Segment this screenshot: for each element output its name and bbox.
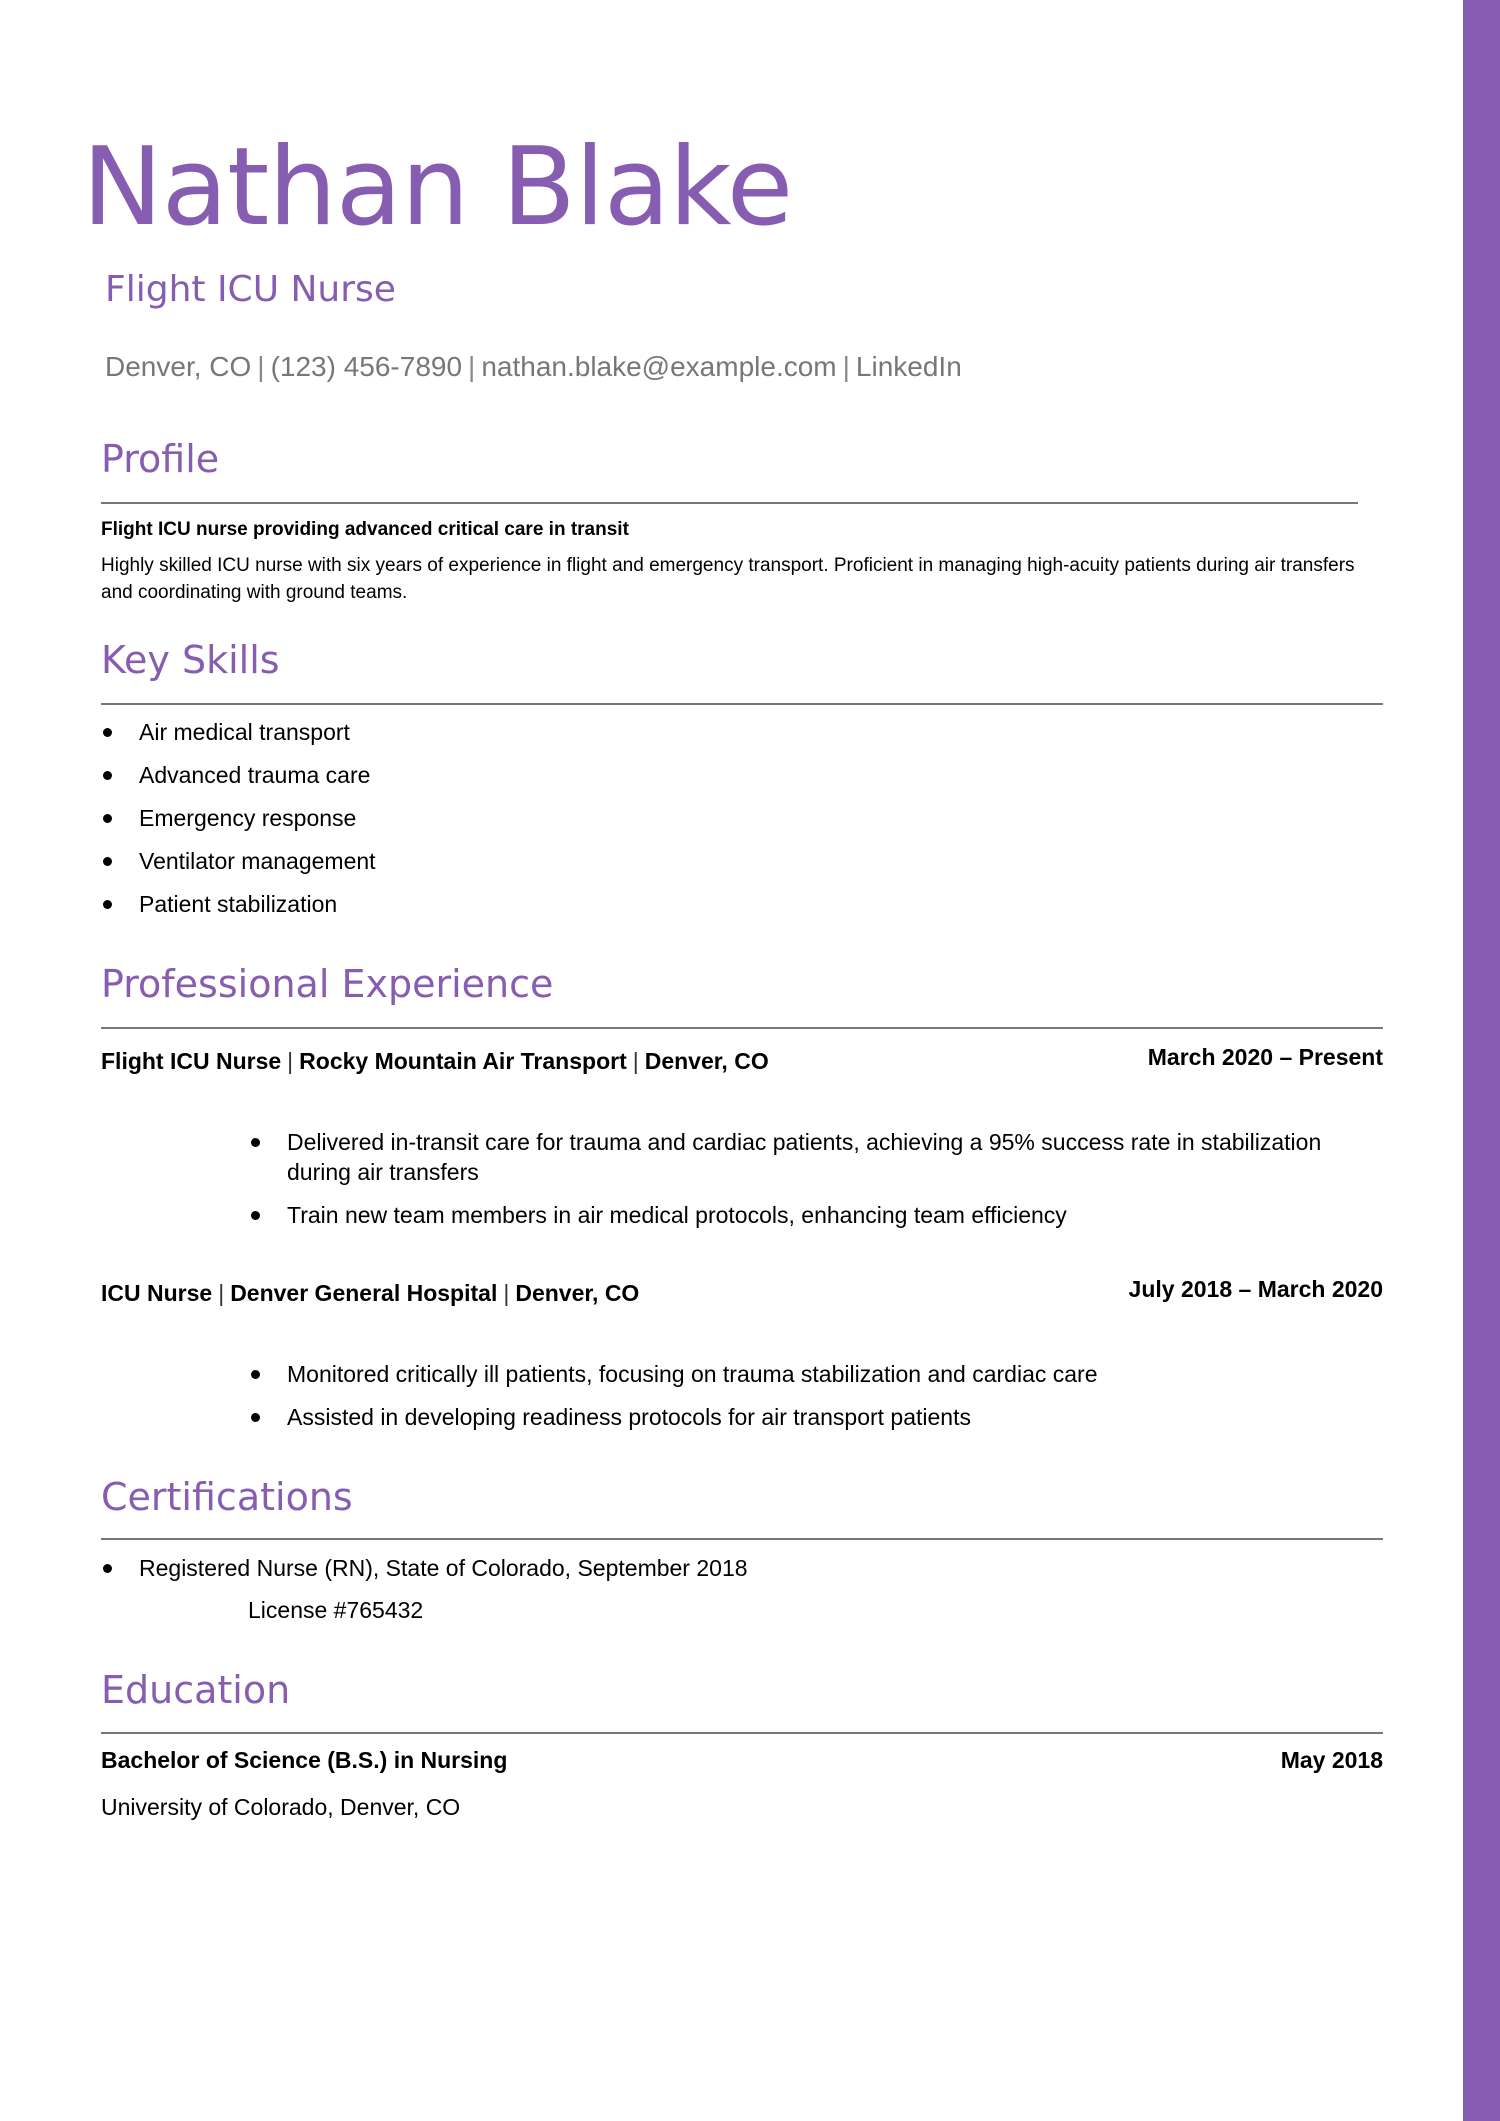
list-item: [101, 1553, 748, 1583]
contact-location: Denver, CO: [105, 351, 252, 382]
list-item: [249, 1200, 1369, 1230]
section-heading-skills: Key Skills: [101, 638, 280, 682]
job-separator: |: [503, 1280, 510, 1306]
skill-text: Advanced trauma care: [139, 762, 371, 788]
job-separator: |: [218, 1280, 225, 1306]
candidate-title: Flight ICU Nurse: [105, 269, 396, 310]
bullet-icon: [251, 1413, 260, 1422]
bullet-text: Train new team members in air medical protocols, enhancing team efficiency: [287, 1202, 1067, 1228]
job-separator: |: [287, 1048, 294, 1074]
section-divider: [101, 1732, 1383, 1734]
bullet-icon: [251, 1370, 260, 1379]
bullet-icon: [103, 900, 112, 909]
list-item: [101, 760, 376, 790]
job-dates: March 2020 – Present: [1147, 1044, 1383, 1070]
education-date: May 2018: [1280, 1747, 1383, 1773]
job-employer: Denver General Hospital: [230, 1280, 498, 1306]
bullet-icon: [103, 857, 112, 866]
contact-linkedin-link[interactable]: LinkedIn: [855, 351, 962, 382]
job-separator: |: [632, 1048, 639, 1074]
certifications-list: [101, 1553, 748, 1583]
skill-text: Ventilator management: [139, 848, 376, 874]
skills-list: [101, 717, 376, 919]
job-role: Flight ICU Nurse: [101, 1048, 282, 1074]
list-item: [249, 1359, 1369, 1389]
section-divider: [101, 502, 1358, 504]
section-divider: [101, 1538, 1383, 1540]
section-divider: [101, 1027, 1383, 1029]
skill-text: Patient stabilization: [139, 891, 338, 917]
job-location: Denver, CO: [515, 1280, 640, 1306]
list-item: [249, 1127, 1369, 1187]
job-bullets: [249, 1127, 1369, 1230]
bullet-icon: [103, 814, 112, 823]
certification-license: License #765432: [248, 1597, 424, 1623]
job-header: [101, 1278, 1383, 1308]
job-header: [101, 1046, 1383, 1076]
bullet-icon: [251, 1138, 260, 1147]
education-school: University of Colorado, Denver, CO: [101, 1794, 461, 1820]
job-bullets: [249, 1359, 1369, 1432]
skill-text: Air medical transport: [139, 719, 350, 745]
section-heading-experience: Professional Experience: [101, 962, 554, 1006]
bullet-icon: [251, 1211, 260, 1220]
list-item: [249, 1402, 1369, 1432]
section-heading-education: Education: [101, 1668, 291, 1712]
job-dates: July 2018 – March 2020: [1128, 1276, 1383, 1302]
candidate-name: Nathan Blake: [82, 125, 793, 250]
profile-summary: Highly skilled ICU nurse with six years of experience in flight and emergency transport. Proficient in managing high-acuity patients during air transfers and coordinating with ground teams.: [101, 555, 1355, 603]
education-degree-row: [101, 1745, 1383, 1775]
bullet-text: Monitored critically ill patients, focusing on trauma stabilization and cardiac care: [287, 1361, 1098, 1387]
job-role: ICU Nurse: [101, 1280, 213, 1306]
section-heading-profile: Profile: [101, 437, 220, 481]
contact-separator: |: [468, 351, 476, 382]
bullet-icon: [103, 728, 112, 737]
skill-text: Emergency response: [139, 805, 357, 831]
accent-sidebar-bar: [1463, 0, 1500, 2121]
list-item: [101, 717, 376, 747]
bullet-text: Delivered in-transit care for trauma and cardiac patients, achieving a 95% success rate in stabilization during air transfers: [287, 1129, 1322, 1185]
contact-separator: |: [842, 351, 850, 382]
contact-separator: |: [257, 351, 265, 382]
list-item: [101, 889, 376, 919]
bullet-icon: [103, 1564, 112, 1573]
list-item: [101, 803, 376, 833]
education-degree: Bachelor of Science (B.S.) in Nursing: [101, 1747, 508, 1773]
bullet-icon: [103, 771, 112, 780]
certification-name: Registered Nurse (RN), State of Colorado, September 2018: [139, 1555, 748, 1581]
list-item: [101, 846, 376, 876]
contact-email[interactable]: nathan.blake@example.com: [481, 351, 837, 382]
section-divider: [101, 703, 1383, 705]
job-employer: Rocky Mountain Air Transport: [299, 1048, 627, 1074]
profile-lead: Flight ICU nurse providing advanced critical care in transit: [101, 519, 629, 540]
contact-line: [105, 347, 962, 387]
section-heading-certifications: Certifications: [101, 1475, 353, 1519]
contact-phone: (123) 456-7890: [270, 351, 463, 382]
bullet-text: Assisted in developing readiness protocols for air transport patients: [287, 1404, 971, 1430]
job-location: Denver, CO: [644, 1048, 769, 1074]
